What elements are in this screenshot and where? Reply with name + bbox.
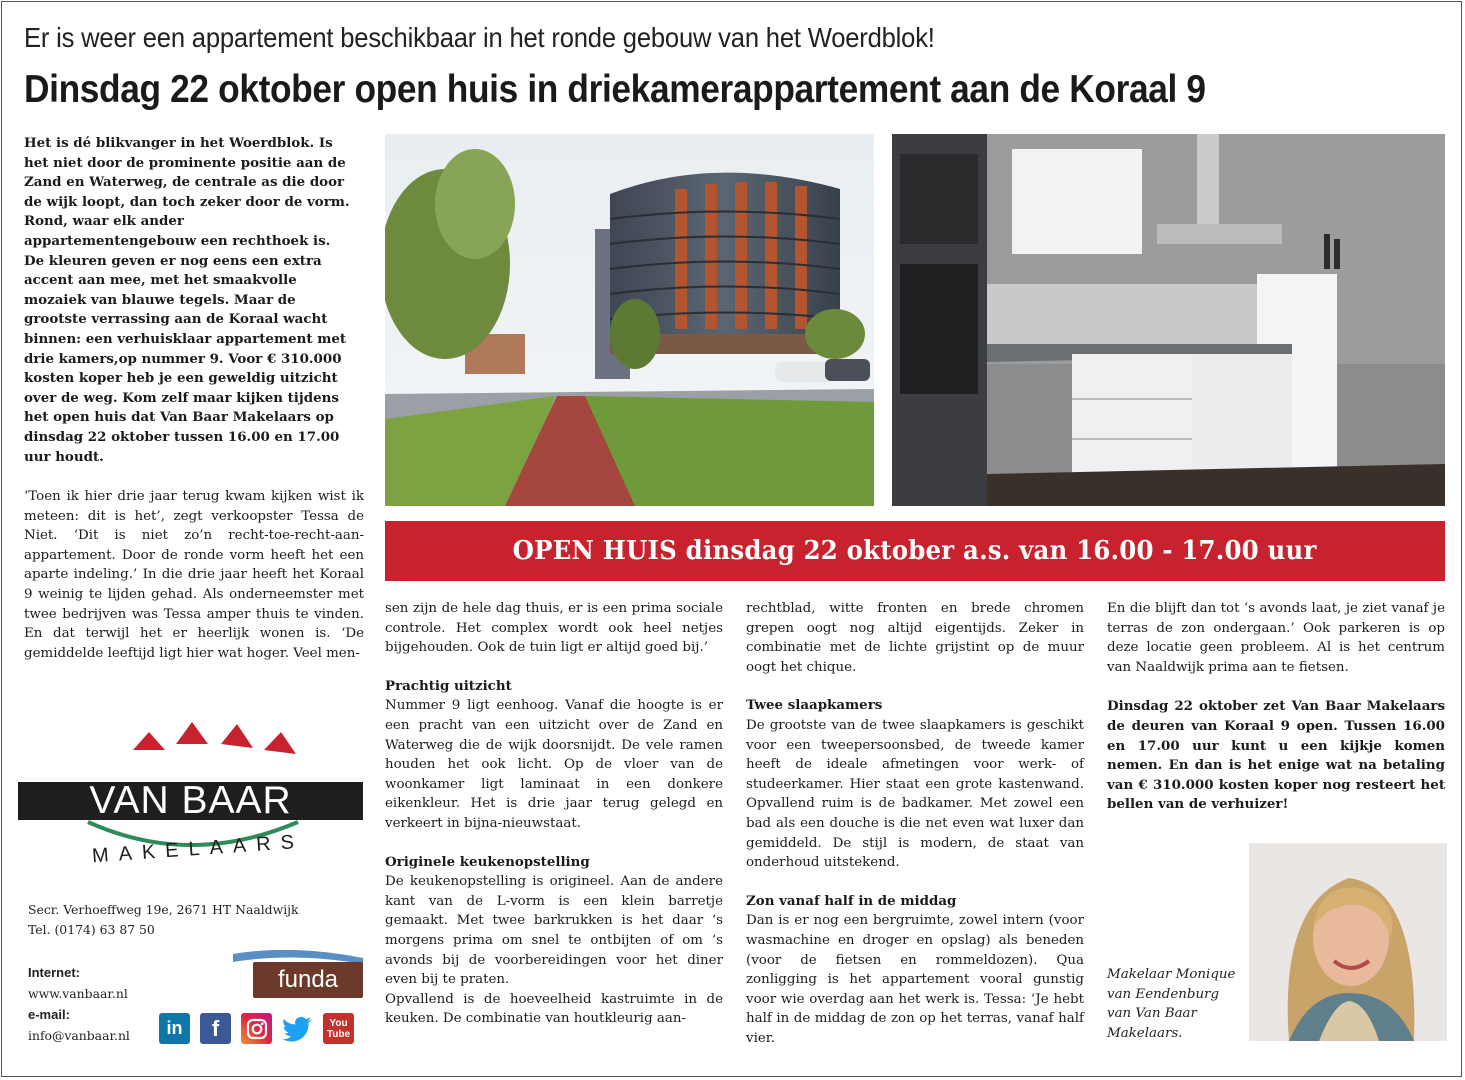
logo-subtitle: MAKELAARS [91,830,305,868]
logo-wordmark: VAN BAAR [89,779,292,822]
col2-heading-1: Prachtig uitzicht [385,677,512,694]
instagram-icon[interactable] [241,1013,272,1044]
col2-paragraph-2: Nummer 9 ligt eenhoog. Vanaf die hoogte is er een pracht van een uitzicht over de Zand en Waterweg die de wijk doorsnijdt. De vele ramen houden het ook licht. Op de vloer van de woonkamer ligt laminaat in een donkere eikenkleur. Het is drie jaar terug gelegd en verkeert in bijna-nieuwstaat. [385,698,723,831]
col3-paragraph-1: rechtblad, witte fronten en brede chromen grepen oogt nog altijd eigentijds. Zeker in combinatie met de lichte grijstint op de muur oogt het chique. [746,601,1084,675]
internet-label: Internet: [28,965,80,980]
col3-heading-2: Zon vanaf half in de middag [746,892,957,909]
twitter-icon[interactable] [282,1013,313,1044]
article-column-2 [385,599,723,1029]
agent-caption: Makelaar Monique van Eendenburg van Van Baar Makelaars. [1107,967,1236,1041]
intro-lead: Het is dé blikvanger in het Woerdblok. Is het niet door de prominente positie aan de Zand en Waterweg, de centrale as die door de wijk loopt, dan toch zeker door de vorm. Rond, waar elk ander appartementengebouw een rechthoek is. De kleuren geven er nog eens een extra accent aan mee, met het smaakvolle mozaiek van blauwe tegels. Maar de grootste verrassing aan de Koraal wacht binnen: een verhuisklaar appartement met drie kamers,op nummer 9. Voor € 310.000 kosten koper heb je een geweldig uitzicht over de weg. Kom zelf maar kijken tijdens het open huis dat Van Baar Makelaars op dinsdag 22 oktober tussen 16.00 en 17.00 uur houdt. [24,135,350,465]
col3-heading-1: Twee slaapkamers [746,697,883,714]
open-house-banner-text: OPEN HUIS dinsdag 22 oktober a.s. van 16.00 - 17.00 uur [513,536,1317,566]
funda-text: funda [277,966,339,993]
address-line-2: Tel. (0174) 63 87 50 [28,921,155,937]
col2-paragraph-3: De keukenopstelling is origineel. Aan de andere kant van de L-vorm is een klein barretje gemaakt. Met twee barkrukken is het daar ‘s morgens prima om snel te ontbijten of om ‘s avonds bij de voorbereidingen voor het diner even bij te praten. [385,874,723,988]
col2-heading-2: Originele keukenopstelling [385,853,590,870]
page-subtitle: Er is weer een appartement beschikbaar in het ronde gebouw van het Woerdblok! [24,22,935,53]
youtube-icon[interactable]: You Tube [323,1013,354,1044]
website-link[interactable]: www.vanbaar.nl [28,986,128,1001]
article-column-4 [1107,599,1445,815]
funda-logo[interactable] [233,950,363,998]
email-label: e-mail: [28,1007,70,1022]
col3-paragraph-2: De grootste van de twee slaapkamers is geschikt voor een tweepersoonsbed, de tweede kamer heeft de ideale afmetingen voor werk- of studeerkamer. Hier staat een grote kastenwand. Opvallend ruim is de badkamer. Met zowel een bad als een douche is die net even wat luxer dan gemiddeld. De stijl is modern, de staat van onderhoud uitstekend. [746,717,1084,871]
address-line-1: Secr. Verhoeffweg 19e, 2671 HT Naaldwijk [28,902,299,917]
van-baar-logo [18,718,363,873]
col2-paragraph-4: Opvallend is de hoeveelheid kastruimte in de keuken. De combinatie van houtkleurig aan- [385,991,723,1027]
agent-photo [1249,843,1447,1041]
linkedin-icon[interactable]: in [159,1013,190,1044]
agency-address [28,900,299,939]
agency-contact [28,962,130,1046]
col4-paragraph-2: Dinsdag 22 oktober zet Van Baar Makelaars de deuren van Koraal 9 open. Tussen 16.00 en 17.00 uur kunt u een kijkje komen nemen. En dan is het enige wat na betaling van € 310.000 kosten koper nog resteert het bellen van de verhuizer! [1107,698,1445,813]
open-house-banner [385,521,1445,581]
building-photo [385,134,874,506]
article-column-3 [746,599,1084,1048]
page-title: Dinsdag 22 oktober open huis in driekamerappartement aan de Koraal 9 [24,68,1206,111]
intro-body: ‘Toen ik hier drie jaar terug kwam kijken wist ik meteen: dit is het’, zegt verkoopster Tessa de Niet. ‘Dit is niet zo’n recht-toe-recht-aan-appartement. Door de ronde vorm heeft het een aparte indeling.’ In die drie jaar heeft het Koraal 9 weinig te lijden gehad. Als onderneemster met twee bedrijven was Tessa amper thuis te vinden. En dat terwijl het er heerlijk wonen is. ‘De gemiddelde leeftijd ligt hier wat hoger. Veel men- [24,489,364,661]
kitchen-photo [892,134,1445,506]
social-icons [159,1013,364,1047]
email-link[interactable]: info@vanbaar.nl [28,1028,130,1043]
col3-paragraph-3: Dan is er nog een bergruimte, zowel intern (voor wasmachine en droger en opslag) als beneden (voor de fietsen en rommeldozen). Qua zonligging is het appartement vooral gunstig voor wie overdag aan het werk is. Tessa: ‘Je hebt half in de middag de zon op het terras, vanaf half vier. [746,913,1084,1046]
col2-paragraph-1: sen zijn de hele dag thuis, er is een prima sociale controle. Het complex wordt ook heel netjes bijgehouden. Ook de tuin ligt er altijd goed bij.’ [385,601,723,656]
col4-paragraph-1: En die blijft dan tot ‘s avonds laat, je ziet vanaf je terras de zon ondergaan.’ Ook parkeren is op deze locatie geen probleem. Al is het centrum van Naaldwijk prima aan te fietsen. [1107,601,1445,675]
facebook-icon[interactable]: f [200,1013,231,1044]
intro-column [24,134,364,663]
